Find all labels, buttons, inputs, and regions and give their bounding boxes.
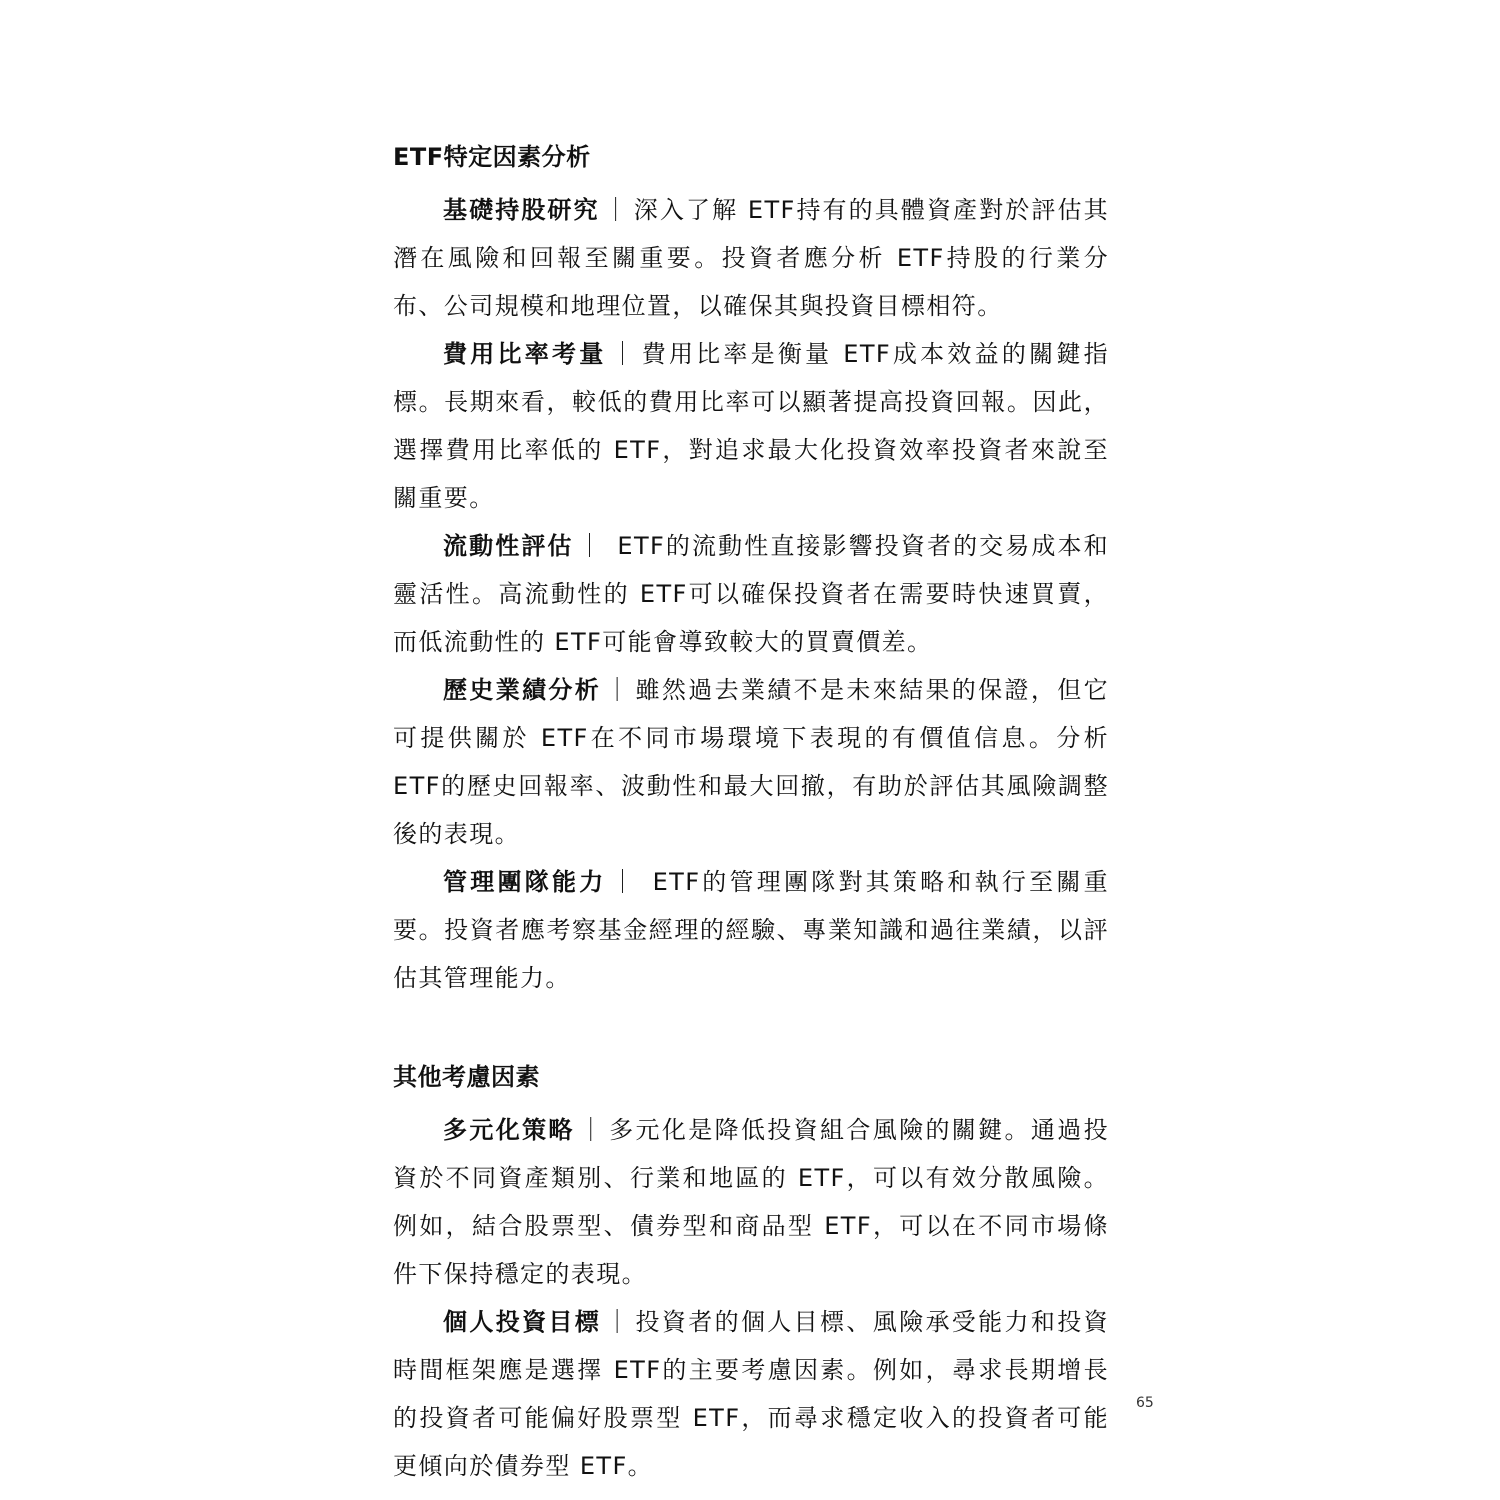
paragraph-text: 費用比率是衡量 ETF成本效益的關鍵指標。長期來看，較低的費用比率可以顯著提高投資回報。因此，選擇費用比率低的 ETF，對追求最大化投資效率投資者來說至關重要。 — [393, 340, 1110, 512]
paragraph-management-team — [393, 858, 1109, 1002]
paragraph-title: 管理團隊能力 — [443, 868, 607, 896]
page-number: 65 — [1136, 1395, 1154, 1411]
paragraph-text: 投資者的個人目標、風險承受能力和投資時間框架應是選擇 ETF的主要考慮因素。例如，尋求長期增長的投資者可能偏好股票型 ETF，而尋求穩定收入的投資者可能更傾向於債券型 ETF。 — [393, 1308, 1109, 1480]
paragraph-text: 深入了解 ETF持有的具體資產對於評估其潛在風險和回報至關重要。投資者應分析 ETF持股的行業分布、公司規模和地理位置，以確保其與投資目標相符。 — [393, 196, 1109, 320]
paragraph-title: 費用比率考量 — [443, 340, 607, 368]
title-separator: ｜ — [577, 532, 604, 560]
title-separator: ｜ — [603, 196, 630, 224]
section-other-factors — [393, 1058, 1109, 1490]
section-heading: 其他考慮因素 — [393, 1063, 540, 1091]
paragraph-title: 基礎持股研究 — [443, 196, 600, 224]
paragraph-title: 歷史業績分析 — [443, 676, 602, 704]
section-heading: ETF特定因素分析 — [393, 143, 591, 171]
paragraph-text: ETF的流動性直接影響投資者的交易成本和靈活性。高流動性的 ETF可以確保投資者在需要時快速買賣，而低流動性的 ETF可能會導致較大的買賣價差。 — [393, 532, 1109, 656]
paragraph-text: 雖然過去業績不是未來結果的保證，但它可提供關於 ETF在不同市場環境下表現的有價值信息。分析 ETF的歷史回報率、波動性和最大回撤，有助於評估其風險調整後的表現。 — [393, 676, 1109, 848]
paragraph-title: 流動性評估 — [443, 532, 574, 560]
section-spacer — [393, 1002, 1109, 1058]
paragraph-title: 個人投資目標 — [443, 1308, 602, 1336]
section-etf-factors — [393, 138, 1109, 1002]
title-separator: ｜ — [578, 1116, 606, 1144]
paragraph-historical-performance — [393, 666, 1109, 858]
title-separator: ｜ — [610, 340, 638, 368]
title-separator: ｜ — [605, 1308, 632, 1336]
paragraph-expense-ratio — [393, 330, 1109, 522]
paragraph-diversification — [393, 1106, 1109, 1298]
paragraph-holdings-research — [393, 186, 1109, 330]
paragraph-text: 多元化是降低投資組合風險的關鍵。通過投資於不同資產類別、行業和地區的 ETF，可以有效分散風險。例如，結合股票型、債券型和商品型 ETF，可以在不同市場條件下保持穩定的表現。 — [393, 1116, 1109, 1288]
paragraph-liquidity — [393, 522, 1109, 666]
paragraph-personal-goals — [393, 1298, 1109, 1490]
paragraph-title: 多元化策略 — [443, 1116, 575, 1144]
paragraph-text: ETF的管理團隊對其策略和執行至關重要。投資者應考察基金經理的經驗、專業知識和過往業績，以評估其管理能力。 — [393, 868, 1110, 992]
page-body — [393, 138, 1109, 1490]
title-separator: ｜ — [610, 868, 638, 896]
title-separator: ｜ — [605, 676, 632, 704]
